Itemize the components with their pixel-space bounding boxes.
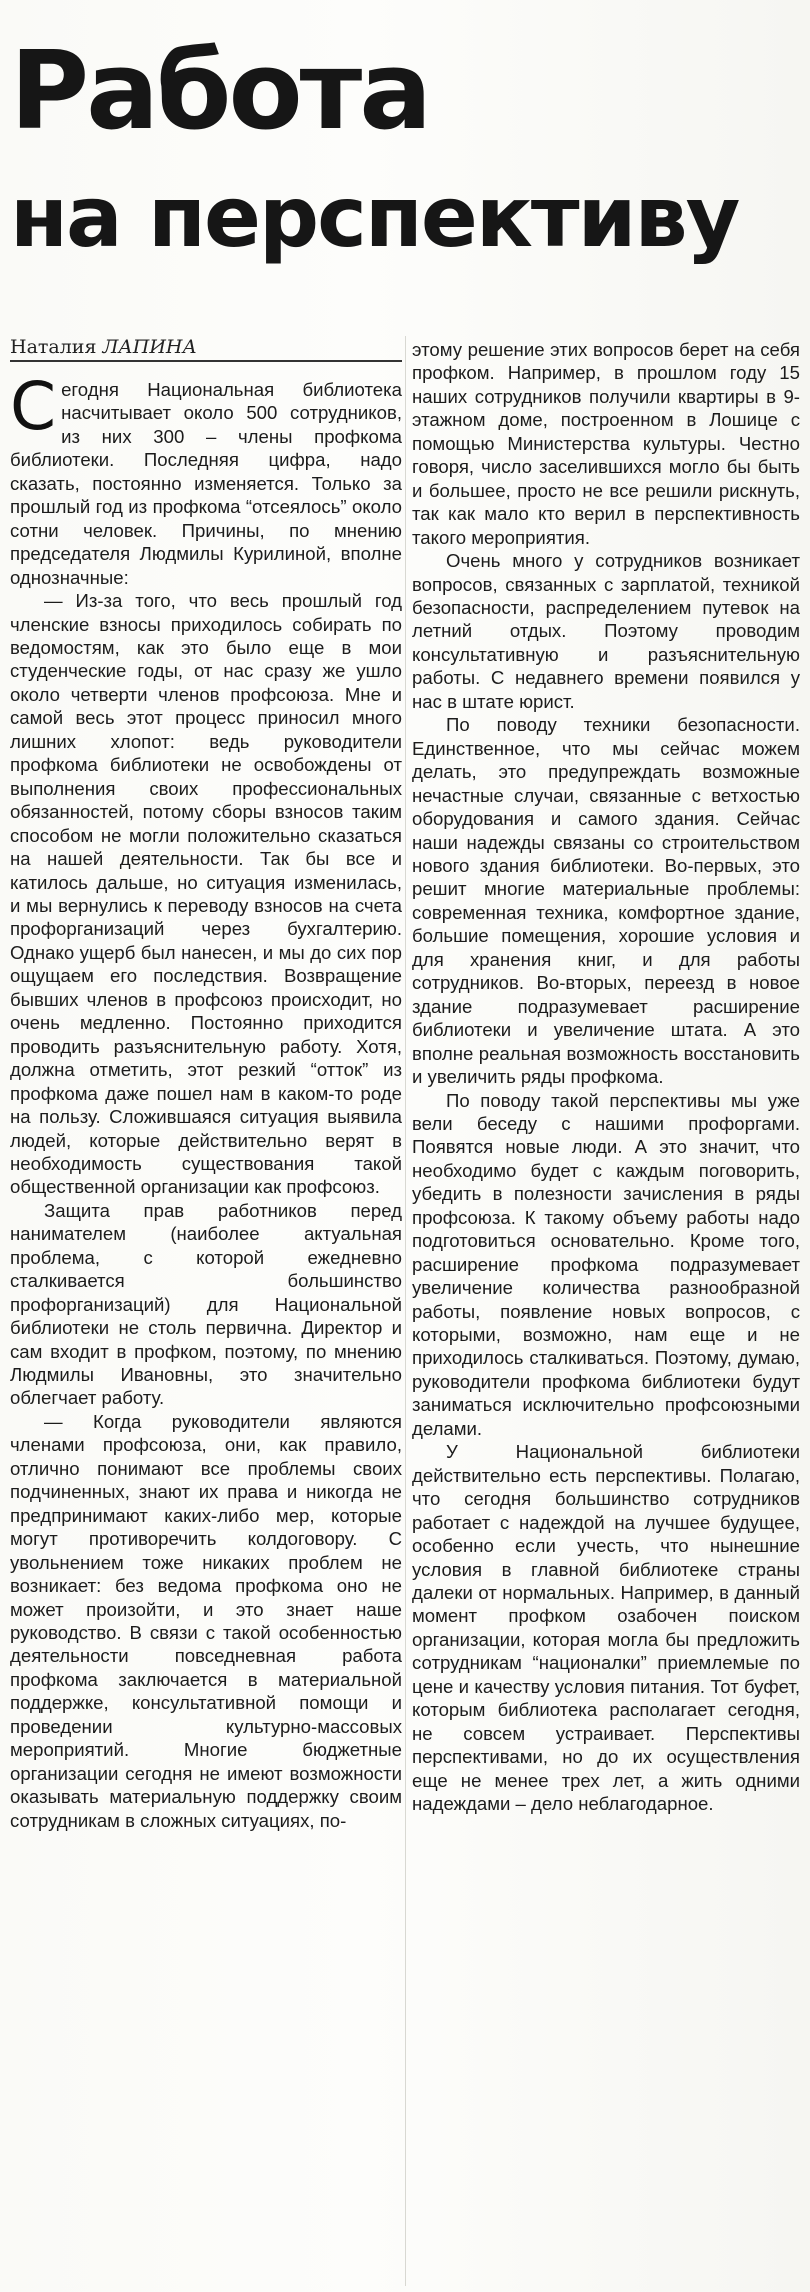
paragraph: — Из-за того, что весь прошлый год членские взносы приходилось собирать по ведомостям, как это было еще в мои студенческие годы, от нас сразу же ушло около четверти членов профсоюза. Мне и самой весь этот процесс приносил много лишних хлопот: ведь руководители профкома библиотеки не освобождены от выполнения своих профессиональных обязанностей, потому сборы взносов таким способом не могли положительно сказаться на нашей деятельности. Так бы все и катилось дальше, но ситуация изменилась, и мы вернулись к переводу взносов на счета профорганизаций через бухгалтерию. Однако ущерб был нанесен, и мы до сих пор ощущаем его последствия. Возвращение бывших членов в профсоюз происходит, но очень медленно. Постоянно приходится проводить разъяснительную работу. Хотя, должна отметить, этот резкий “отток” из профкома даже пошел нам в каком-то роде на пользу. Сложившаяся ситуация выявила людей, которые действительно верят в необходимость существования такой общественной организации как профсоюз. (10, 590, 402, 1198)
left-column (10, 368, 402, 1832)
paragraph-text: егодня Национальная библиотека насчитывает около 500 сотрудников, из них 300 – члены профкома библиотеки. Последняя цифра, надо сказать, постоянно изменяется. Только за прошлый год из профкома “отсеялось” около сотни человек. Причины, по мнению председателя Людмилы Курилиной, вполне однозначные: (10, 379, 402, 588)
paragraph (10, 368, 402, 589)
right-column (412, 338, 800, 1816)
headline-line-1: Работа (10, 29, 430, 154)
paragraph: У Национальной библиотеки действительно есть перспективы. Полагаю, что сегодня большинство сотрудников работает с надеждой на лучшее будущее, особенно если учесть, что нынешние условия в главной библиотеке страны далеки от нормальных. Например, в данный момент профком озабочен поиском организации, которая могла бы предложить сотрудникам “националки” приемлемые по цене и качеству условия питания. Тот буфет, которым библиотека располагает сегодня, не совсем устраивает. Перспективы перспективами, но до их осуществления еще не менее трех лет, а жить одними надеждами – дело неблагодарное. (412, 1441, 800, 1815)
author-first-name: Наталия (10, 336, 97, 358)
paragraph: Очень много у сотрудников возникает вопросов, связанных с зарплатой, техникой безопасности, распределением путевок на летний отдых. Поэтому проводим консультативную и разъяснительную работы. С недавнего времени появился у нас в штате юрист. (412, 550, 800, 712)
article-headline (10, 28, 800, 278)
byline (10, 336, 402, 362)
drop-cap: С (10, 368, 57, 445)
paragraph: этому решение этих вопросов берет на себя профком. Например, в прошлом году 15 наших сотрудников получили квартиры в 9-этажном доме, построенном в Лошице с помощью Министерства культуры. Честно говоря, число заселившихся могло бы быть и большее, просто не все решили рискнуть, так как мало кто верил в перспективность такого мероприятия. (412, 339, 800, 548)
headline-line-2: на перспективу (10, 168, 739, 266)
paragraph: По поводу такой перспективы мы уже вели беседу с нашими профоргами. Появятся новые люди. А это значит, что необходимо будет с каждым поговорить, убедить в полезности зачисления в ряды профсоюза. К такому объему работы надо подготовиться основательно. Кроме того, расширение профкома подразумевает увеличение количества разнообразной работы, появление новых вопросов, с которыми, возможно, нам еще и не приходилось сталкиваться. Поэтому, думаю, руководители профкома библиотеки будут заниматься исключительно профсоюзными делами. (412, 1089, 800, 1439)
paragraph: Защита прав работников перед нанимателем (наиболее актуальная проблема, с которой ежедневно сталкивается большинство профорганизаций) для Национальной библиотеки не столь первична. Директор и сам входит в профком, поэтому, по мнению Людмилы Ивановны, это значительно облегчает работу. (10, 1199, 402, 1409)
column-divider (405, 336, 406, 2286)
author-surname: ЛАПИНА (102, 336, 197, 358)
paragraph: — Когда руководители являются членами профсоюза, они, как правило, отлично понимают все проблемы своих подчиненных, знают их права и никогда не предпринимают каких-либо мер, которые могут противоречить колдоговору. С увольнением тоже никаких проблем не возникает: без ведома профкома оно не может произойти, и это знает наше руководство. В связи с такой особенностью деятельности повседневная работа профкома заключается в материальной поддержке, консультативной помощи и проведении культурно-массовых мероприятий. Многие бюджетные организации сегодня не имеют возможности оказывать материальную поддержку своим сотрудникам в сложных ситуациях, по- (10, 1410, 402, 1831)
paragraph: По поводу техники безопасности. Единственное, что мы сейчас можем делать, это предупреждать возможные нечастные случаи, связанные с ветхостью оборудования и самого здания. Сейчас наши надежды связаны со строительством нового здания библиотеки. Во-первых, это решит многие материальные проблемы: современная техника, комфортное здание, большие помещения, хорошие условия и для хранения книг, и для работы сотрудников. Во-вторых, переезд в новое здание подразумевает расширение библиотеки и увеличение штата. А это вполне реальная возможность восстановить и увеличить ряды профкома. (412, 714, 800, 1088)
